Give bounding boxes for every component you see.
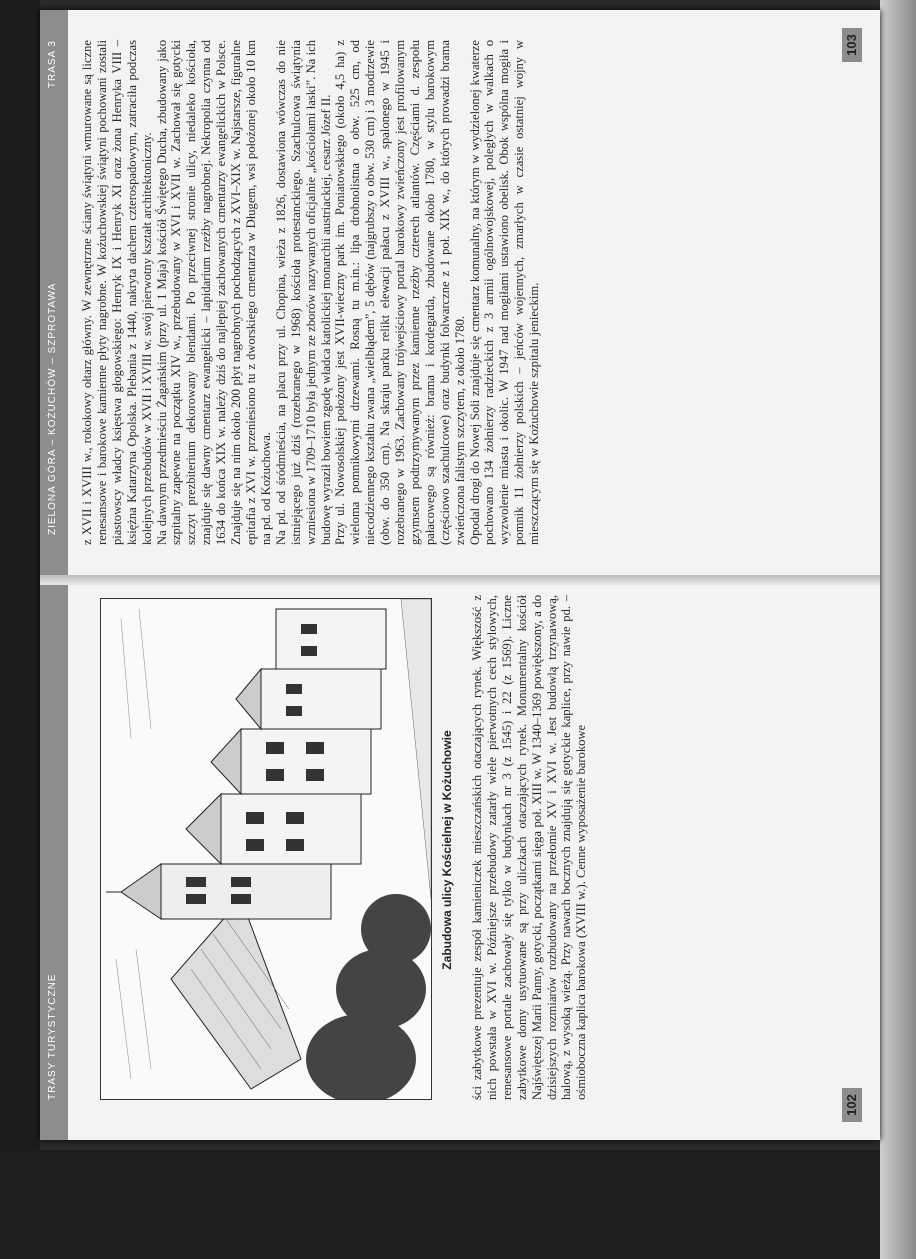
scanner-edge-left bbox=[0, 0, 40, 1259]
route-name: ZIELONA GÓRA – KOŻUCHÓW – SZPROTAWA bbox=[47, 282, 58, 535]
church-sketch-image bbox=[101, 599, 431, 1099]
scanner-edge-right bbox=[880, 0, 916, 1259]
left-body-text bbox=[470, 595, 589, 1100]
paragraph: Przy ul. Nowosolskiej położony jest XVII-wieczny park im. Poniatowskiego (około 4,5 ha) z wieloma pomnikowymi drzewami. Rosną tu m.in.: lipa drobnolistna o obw. 525 cm, od niecodziennego kształtu zwana „wielbłądem”, 5 dębów (najgrubszy o obw. 530 cm) i 3 modrzewie (obw. do 350 cm). Na skraju parku relikt elewacji pałacu z XVIII w., spalonego w 1945 i rozebranego w 1963. Zachowany trójwejściowy portal barokowy zwieńczony jest profilowanym gzymsem podtrzymywanym przez kamienne rzeźby czterech atlantów. Częściami d. zespołu pałacowego są również: brama i kordegarda, zbudowane około 1780, w stylu barokowym (częściowo szachulcowe) oraz budynki folwarczne z 1 poł. XIX w., do których prowadzi brama zwieńczona falistym szczytem, z około 1780. bbox=[333, 40, 467, 545]
paragraph: Opodal drogi do Nowej Soli znajduje się cmentarz komunalny, na którym w wydzielonej kwaterze pochowano 134 żołnierzy radzieckich z 3 armii ogólnowojskowej, poległych w walkach o wyzwolenie miasta i okolic. W 1947 nad mogiłami ustawiono obelisk. Obok wspólna mogiła i pomnik 11 żołnierzy polskich – jeńców wojennych, zmarłych w czasie ostatniej wojny w mieszczącym się w Kożuchowie szpitalu jenieckim. bbox=[467, 40, 542, 545]
scanner-edge-bottom bbox=[0, 1150, 916, 1259]
page-number-right: 103 bbox=[842, 28, 862, 62]
page-left bbox=[40, 575, 880, 1140]
page-header-right bbox=[40, 10, 68, 575]
right-body-text bbox=[80, 40, 542, 545]
paragraph: Na pd. od śródmieścia, na placu przy ul. Chopina, wieża z 1826, dostawiona wówczas do nie istniejącego już dziś (rozebranego w 1968) kościoła protestanckiego. Szachulcowa świątynia wzniesiona w 1709–1710 była jednym ze zborów nazywanych oficjalnie „kościołami łaski”. Na ich budowę wyraził bowiem zgodę władca katolickiej monarchii austriackiej, cesarz Józef II. bbox=[273, 40, 333, 545]
page-number-left: 102 bbox=[842, 1088, 862, 1122]
book-spread bbox=[40, 10, 880, 1140]
route-label: TRASA 3 bbox=[47, 40, 58, 89]
street-illustration bbox=[100, 598, 432, 1100]
paragraph: Na dawnym przedmieściu Żagańskim (przy ul. 1 Maja) kościół Świętego Ducha, zbudowany jako szpitalny zapewne na początku XIV w., przebudowany w XVI i XVII w. Zachował się gotycki szczyt prezbiterium dekorowany blendami. Po przeciwnej stronie ulicy, niedaleko kościoła, znajduje się dawny cmentarz ewangelicki – lapidarium rzeźby nagrobnej. Nekropolia czynna od 1634 do końca XIX w. należy dziś do najlepiej zachowanych cmentarzy ewangelickich w Polsce. Znajduje się na nim około 200 płyt nagrobnych pochodzących z XVI–XIX w. Najstarsze, figuralne epitafia z XVI w. przeniesiono tu z dworskiego cmentarza w Długem, wsi położonej około 10 km na pd. od Kożuchowa. bbox=[154, 40, 273, 545]
page-right bbox=[40, 10, 880, 575]
paragraph: ści zabytkowe prezentuje zespół kamieniczek mieszczańskich otaczających rynek. Większość z nich powstała w XVI w. Późniejsze przebudowy zatarły wiele pierwotnych cech stylowych, renesansowe portale zachowały się tylko w budynkach nr 3 (z 1545) i 22 (z 1569). Liczne zabytkowe domy usytuowane są przy uliczkach otaczających rynek. Monumentalny kościół Najświętszej Marii Panny, gotycki, początkami sięga poł. XIII w. W 1340–1369 powiększony, a do dzisiejszych rozmiarów rozbudowany na przełomie XV i XVI w. Jest budowlą trzynawową, halową, z wysoką wieżą. Przy nawach bocznych znajdują się gotyckie kaplice, przy nawie pd. – ośmioboczna kaplica barokowa (XVIII w.). Cenne wyposażenie barokowe bbox=[470, 595, 589, 1100]
page-header-left bbox=[40, 575, 68, 1140]
illustration-caption: Zabudowa ulicy Kościelnej w Kożuchowie bbox=[440, 730, 454, 970]
section-title: TRASY TURYSTYCZNE bbox=[47, 973, 58, 1100]
paragraph: z XVII i XVIII w., rokokowy ołtarz główny. W zewnętrzne ściany świątyni wmurowane są liczne renesansowe i barokowe kamienne płyty nagrobne. W kożuchowskiej świątyni pochowani zostali piastowscy władcy księstwa głogowskiego: Henryk IX i Henryk XI oraz żona Henryka VIII – księżna Katarzyna Opolska. Plebania z 1440, nakryta dachem czterospadowym, zatraciła podczas kolejnych przebudów w XVII i XVIII w. swój pierwotny kształt architektoniczny. bbox=[80, 40, 154, 545]
